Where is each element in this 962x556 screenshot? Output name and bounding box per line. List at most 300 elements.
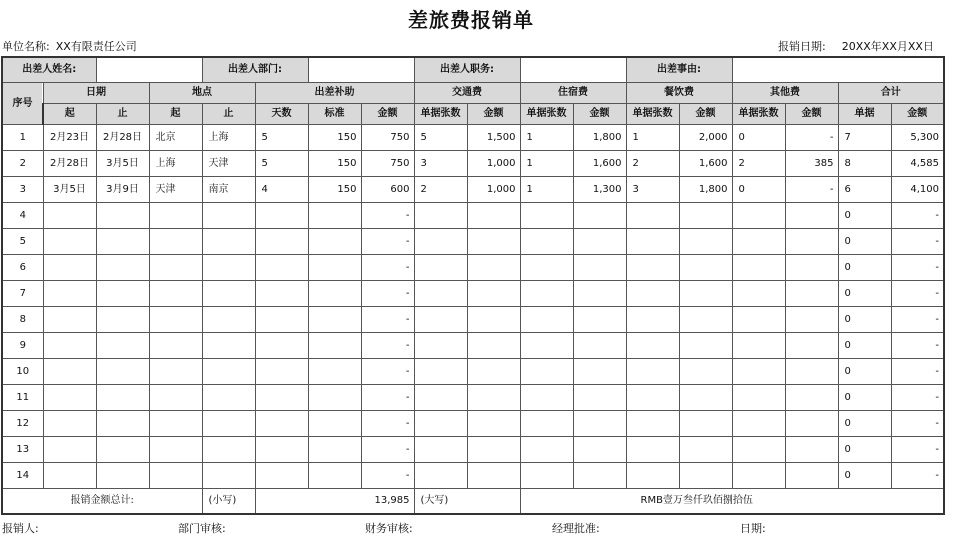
traveler-name-field[interactable] [96, 57, 202, 83]
cell-meals-count[interactable] [626, 203, 679, 229]
cell-transport-amount[interactable]: 1,500 [467, 125, 520, 151]
cell-meals-count[interactable] [626, 359, 679, 385]
cell-place-to[interactable]: 上海 [202, 125, 255, 151]
cell-allowance-amount: 750 [361, 125, 414, 151]
table-row [2, 359, 944, 385]
cell-date-from[interactable] [43, 281, 96, 307]
cell-transport-amount[interactable] [467, 281, 520, 307]
cell-allowance-amount: 750 [361, 151, 414, 177]
header-lodging-count: 单据张数 [520, 104, 573, 125]
cell-transport-count[interactable] [414, 359, 467, 385]
cell-other-amount[interactable] [785, 333, 838, 359]
cell-allowance-amount: - [361, 359, 414, 385]
cell-total-amount: - [891, 255, 944, 281]
cell-other-count[interactable] [732, 385, 785, 411]
trip-reason-label: 出差事由: [626, 57, 732, 83]
cell-lodging-count[interactable] [520, 255, 573, 281]
table-row [2, 151, 944, 177]
page-title: 差旅费报销单 [408, 8, 534, 32]
cell-allowance-amount: 600 [361, 177, 414, 203]
header-allowance: 出差补助 [255, 83, 414, 104]
cell-meals-amount[interactable] [679, 307, 732, 333]
cell-standard[interactable] [308, 229, 361, 255]
cell-lodging-count[interactable]: 1 [520, 177, 573, 203]
cell-total-count: 0 [838, 307, 891, 333]
cell-lodging-amount[interactable] [573, 359, 626, 385]
header-row-group [2, 83, 944, 104]
cell-seq: 5 [2, 229, 43, 255]
cell-place-from[interactable] [149, 281, 202, 307]
cell-other-count[interactable] [732, 411, 785, 437]
header-transport-amount: 金额 [467, 104, 520, 125]
cell-place-from[interactable] [149, 203, 202, 229]
cell-place-from[interactable] [149, 255, 202, 281]
cell-other-count[interactable] [732, 255, 785, 281]
cell-meals-count[interactable] [626, 411, 679, 437]
cell-transport-amount[interactable] [467, 333, 520, 359]
cell-transport-amount[interactable] [467, 385, 520, 411]
cell-other-amount[interactable] [785, 307, 838, 333]
cell-place-to[interactable] [202, 333, 255, 359]
cell-lodging-count[interactable] [520, 281, 573, 307]
cell-lodging-count[interactable] [520, 437, 573, 463]
cell-transport-count[interactable] [414, 385, 467, 411]
cell-days[interactable] [255, 463, 308, 489]
unit-name [2, 38, 137, 54]
cell-date-to[interactable] [96, 437, 149, 463]
cell-other-amount[interactable] [785, 359, 838, 385]
cell-days[interactable] [255, 437, 308, 463]
traveler-name-label: 出差人姓名: [2, 57, 96, 83]
cell-days[interactable] [255, 333, 308, 359]
cell-transport-count[interactable]: 3 [414, 151, 467, 177]
cell-date-from[interactable] [43, 307, 96, 333]
cell-lodging-amount[interactable] [573, 255, 626, 281]
header-lodging: 住宿费 [520, 83, 626, 104]
cell-lodging-amount[interactable] [573, 385, 626, 411]
header-total-count: 单据 [838, 104, 891, 125]
table-row [2, 463, 944, 489]
cell-meals-amount[interactable] [679, 463, 732, 489]
summary-big-label: (大写) [414, 489, 520, 515]
cell-transport-amount[interactable] [467, 359, 520, 385]
cell-other-amount[interactable] [785, 437, 838, 463]
cell-date-from[interactable] [43, 385, 96, 411]
cell-meals-amount[interactable]: 2,000 [679, 125, 732, 151]
table-row [2, 177, 944, 203]
cell-date-to[interactable] [96, 333, 149, 359]
cell-place-from[interactable]: 天津 [149, 177, 202, 203]
cell-total-amount: - [891, 307, 944, 333]
cell-date-from[interactable] [43, 229, 96, 255]
header-other-amount: 金额 [785, 104, 838, 125]
cell-place-to[interactable] [202, 437, 255, 463]
cell-lodging-count[interactable] [520, 359, 573, 385]
cell-place-to[interactable] [202, 203, 255, 229]
cell-place-to[interactable] [202, 307, 255, 333]
cell-meals-count[interactable]: 2 [626, 151, 679, 177]
cell-other-amount[interactable] [785, 281, 838, 307]
cell-place-from[interactable] [149, 359, 202, 385]
cell-lodging-amount[interactable] [573, 463, 626, 489]
table-row [2, 281, 944, 307]
cell-total-amount: - [891, 411, 944, 437]
cell-transport-count[interactable] [414, 437, 467, 463]
cell-date-to[interactable]: 3月5日 [96, 151, 149, 177]
summary-row [2, 489, 944, 515]
cell-standard[interactable]: 150 [308, 177, 361, 203]
cell-standard[interactable] [308, 255, 361, 281]
dept-review-label: 部门审核: [178, 522, 226, 535]
cell-transport-count[interactable] [414, 333, 467, 359]
summary-label: 报销金额总计: [2, 489, 202, 515]
cell-lodging-amount[interactable] [573, 333, 626, 359]
cell-other-count[interactable] [732, 359, 785, 385]
cell-meals-amount[interactable]: 1,800 [679, 177, 732, 203]
cell-allowance-amount: - [361, 385, 414, 411]
cell-lodging-count[interactable]: 1 [520, 125, 573, 151]
cell-other-amount[interactable] [785, 411, 838, 437]
cell-transport-count[interactable] [414, 307, 467, 333]
traveler-info-row [2, 57, 944, 83]
cell-lodging-amount[interactable] [573, 307, 626, 333]
traveler-position-field[interactable] [520, 57, 626, 83]
cell-lodging-amount[interactable] [573, 203, 626, 229]
cell-lodging-amount[interactable] [573, 437, 626, 463]
cell-transport-amount[interactable] [467, 437, 520, 463]
cell-meals-amount[interactable] [679, 359, 732, 385]
cell-standard[interactable]: 150 [308, 151, 361, 177]
cell-transport-amount[interactable] [467, 307, 520, 333]
trip-reason-field[interactable] [732, 57, 944, 83]
cell-date-to[interactable] [96, 255, 149, 281]
cell-transport-count[interactable] [414, 411, 467, 437]
cell-total-amount: - [891, 229, 944, 255]
cell-lodging-amount[interactable]: 1,600 [573, 151, 626, 177]
cell-meals-amount[interactable] [679, 385, 732, 411]
cell-meals-count[interactable] [626, 307, 679, 333]
cell-other-amount[interactable] [785, 255, 838, 281]
cell-date-to[interactable] [96, 463, 149, 489]
header-standard: 标准 [308, 104, 361, 125]
cell-days[interactable] [255, 203, 308, 229]
cell-allowance-amount: - [361, 463, 414, 489]
unit-value: XX有限责任公司 [55, 40, 137, 53]
cell-total-count: 0 [838, 229, 891, 255]
cell-lodging-amount[interactable] [573, 229, 626, 255]
cell-days[interactable] [255, 307, 308, 333]
cell-place-from[interactable] [149, 229, 202, 255]
cell-place-from[interactable] [149, 385, 202, 411]
summary-small-label: (小写) [202, 489, 255, 515]
cell-date-to[interactable] [96, 411, 149, 437]
cell-transport-count[interactable] [414, 463, 467, 489]
header-days: 天数 [255, 104, 308, 125]
cell-total-amount: - [891, 203, 944, 229]
cell-transport-count[interactable]: 5 [414, 125, 467, 151]
claimant-label: 报销人: [2, 522, 39, 535]
cell-lodging-amount[interactable]: 1,300 [573, 177, 626, 203]
summary-small-value: 13,985 [255, 489, 414, 515]
cell-date-from[interactable] [43, 463, 96, 489]
cell-total-count: 6 [838, 177, 891, 203]
cell-place-from[interactable] [149, 307, 202, 333]
footer-date-label: 日期: [740, 522, 766, 535]
cell-transport-count[interactable] [414, 281, 467, 307]
cell-days[interactable] [255, 359, 308, 385]
claim-date-value: 20XX年XX月XX日 [841, 40, 934, 53]
cell-meals-amount[interactable] [679, 229, 732, 255]
header-meals: 餐饮费 [626, 83, 732, 104]
cell-lodging-count[interactable] [520, 385, 573, 411]
claim-date [778, 38, 934, 54]
cell-meals-amount[interactable] [679, 437, 732, 463]
cell-standard[interactable]: 150 [308, 125, 361, 151]
cell-total-amount: - [891, 281, 944, 307]
cell-standard[interactable] [308, 333, 361, 359]
cell-meals-amount[interactable] [679, 281, 732, 307]
cell-total-count: 0 [838, 385, 891, 411]
cell-total-count: 0 [838, 203, 891, 229]
cell-allowance-amount: - [361, 333, 414, 359]
cell-total-count: 0 [838, 359, 891, 385]
cell-other-count[interactable]: 0 [732, 177, 785, 203]
cell-transport-count[interactable]: 2 [414, 177, 467, 203]
header-other-count: 单据张数 [732, 104, 785, 125]
cell-date-from[interactable] [43, 411, 96, 437]
table-row [2, 203, 944, 229]
cell-place-from[interactable] [149, 333, 202, 359]
cell-date-to[interactable] [96, 385, 149, 411]
cell-date-to[interactable]: 3月9日 [96, 177, 149, 203]
cell-lodging-count[interactable] [520, 333, 573, 359]
cell-days[interactable] [255, 385, 308, 411]
finance-review-label: 财务审核: [365, 522, 413, 535]
cell-meals-count[interactable] [626, 437, 679, 463]
header-place-to: 止 [202, 104, 255, 125]
cell-other-count[interactable] [732, 229, 785, 255]
cell-other-count[interactable] [732, 307, 785, 333]
cell-seq: 8 [2, 307, 43, 333]
cell-other-amount[interactable]: 385 [785, 151, 838, 177]
cell-allowance-amount: - [361, 203, 414, 229]
cell-other-amount[interactable] [785, 385, 838, 411]
cell-place-to[interactable] [202, 281, 255, 307]
cell-place-from[interactable] [149, 437, 202, 463]
cell-seq: 10 [2, 359, 43, 385]
cell-place-to[interactable] [202, 359, 255, 385]
cell-other-count[interactable] [732, 437, 785, 463]
cell-other-count[interactable] [732, 463, 785, 489]
cell-days[interactable] [255, 255, 308, 281]
cell-days[interactable] [255, 411, 308, 437]
cell-standard[interactable] [308, 203, 361, 229]
claim-date-label: 报销日期: [778, 40, 826, 53]
cell-seq: 1 [2, 125, 43, 151]
cell-standard[interactable] [308, 411, 361, 437]
cell-lodging-amount[interactable] [573, 411, 626, 437]
cell-place-to[interactable] [202, 255, 255, 281]
cell-transport-amount[interactable] [467, 203, 520, 229]
cell-transport-count[interactable] [414, 229, 467, 255]
cell-place-from[interactable]: 上海 [149, 151, 202, 177]
cell-total-count: 8 [838, 151, 891, 177]
cell-meals-count[interactable] [626, 333, 679, 359]
cell-other-amount[interactable] [785, 463, 838, 489]
cell-date-from[interactable]: 3月5日 [43, 177, 96, 203]
header-date-from: 起 [43, 104, 96, 125]
cell-place-from[interactable] [149, 463, 202, 489]
header-transport-count: 单据张数 [414, 104, 467, 125]
cell-place-to[interactable]: 天津 [202, 151, 255, 177]
cell-total-count: 7 [838, 125, 891, 151]
expense-form-table [1, 56, 945, 515]
cell-meals-amount[interactable] [679, 411, 732, 437]
cell-lodging-amount[interactable]: 1,800 [573, 125, 626, 151]
cell-allowance-amount: - [361, 255, 414, 281]
cell-meals-amount[interactable] [679, 203, 732, 229]
cell-meals-amount[interactable]: 1,600 [679, 151, 732, 177]
cell-lodging-count[interactable] [520, 463, 573, 489]
cell-standard[interactable] [308, 281, 361, 307]
cell-place-to[interactable] [202, 463, 255, 489]
signature-footer [0, 520, 962, 534]
cell-date-from[interactable]: 2月28日 [43, 151, 96, 177]
cell-allowance-amount: - [361, 229, 414, 255]
cell-total-count: 0 [838, 333, 891, 359]
cell-other-count[interactable] [732, 333, 785, 359]
table-row [2, 229, 944, 255]
cell-transport-amount[interactable] [467, 463, 520, 489]
cell-place-to[interactable] [202, 385, 255, 411]
cell-days[interactable]: 5 [255, 151, 308, 177]
cell-other-count[interactable]: 0 [732, 125, 785, 151]
cell-date-from[interactable] [43, 437, 96, 463]
cell-meals-count[interactable] [626, 281, 679, 307]
manager-approval-label: 经理批准: [552, 522, 600, 535]
cell-total-amount: - [891, 385, 944, 411]
cell-meals-count[interactable]: 1 [626, 125, 679, 151]
cell-transport-amount[interactable] [467, 411, 520, 437]
cell-place-from[interactable]: 北京 [149, 125, 202, 151]
header-row-sub [2, 104, 944, 125]
cell-allowance-amount: - [361, 281, 414, 307]
cell-meals-amount[interactable] [679, 333, 732, 359]
summary-big-value: RMB壹万叁仟玖佰捌拾伍 [520, 489, 944, 515]
cell-standard[interactable] [308, 437, 361, 463]
cell-days[interactable] [255, 229, 308, 255]
cell-transport-amount[interactable] [467, 255, 520, 281]
cell-seq: 2 [2, 151, 43, 177]
cell-other-count[interactable] [732, 281, 785, 307]
cell-transport-amount[interactable] [467, 229, 520, 255]
cell-other-count[interactable]: 2 [732, 151, 785, 177]
cell-transport-amount[interactable]: 1,000 [467, 177, 520, 203]
cell-place-to[interactable]: 南京 [202, 177, 255, 203]
cell-seq: 13 [2, 437, 43, 463]
cell-standard[interactable] [308, 307, 361, 333]
cell-meals-count[interactable] [626, 463, 679, 489]
cell-meals-count[interactable] [626, 229, 679, 255]
cell-date-to[interactable] [96, 281, 149, 307]
cell-date-to[interactable] [96, 229, 149, 255]
table-row [2, 125, 944, 151]
header-seq: 序号 [2, 83, 43, 125]
cell-lodging-count[interactable] [520, 229, 573, 255]
cell-allowance-amount: - [361, 307, 414, 333]
cell-transport-count[interactable] [414, 255, 467, 281]
header-date: 日期 [43, 83, 149, 104]
cell-meals-count[interactable]: 3 [626, 177, 679, 203]
cell-transport-amount[interactable]: 1,000 [467, 151, 520, 177]
cell-place-to[interactable] [202, 411, 255, 437]
cell-meals-count[interactable] [626, 385, 679, 411]
traveler-position-label: 出差人职务: [414, 57, 520, 83]
traveler-dept-label: 出差人部门: [202, 57, 308, 83]
cell-seq: 9 [2, 333, 43, 359]
cell-lodging-count[interactable] [520, 411, 573, 437]
header-total-amount: 金额 [891, 104, 944, 125]
cell-transport-count[interactable] [414, 203, 467, 229]
cell-place-to[interactable] [202, 229, 255, 255]
cell-total-amount: - [891, 437, 944, 463]
cell-lodging-count[interactable] [520, 307, 573, 333]
cell-total-count: 0 [838, 255, 891, 281]
cell-date-from[interactable] [43, 255, 96, 281]
cell-standard[interactable] [308, 463, 361, 489]
header-transport: 交通费 [414, 83, 520, 104]
cell-other-amount[interactable]: - [785, 177, 838, 203]
cell-date-from[interactable] [43, 203, 96, 229]
cell-total-count: 0 [838, 281, 891, 307]
cell-total-count: 0 [838, 463, 891, 489]
cell-other-amount[interactable] [785, 203, 838, 229]
cell-other-amount[interactable]: - [785, 125, 838, 151]
cell-other-count[interactable] [732, 203, 785, 229]
cell-date-to[interactable] [96, 203, 149, 229]
cell-lodging-amount[interactable] [573, 281, 626, 307]
traveler-dept-field[interactable] [308, 57, 414, 83]
table-row [2, 437, 944, 463]
cell-standard[interactable] [308, 385, 361, 411]
cell-lodging-count[interactable] [520, 203, 573, 229]
header-lodging-amount: 金额 [573, 104, 626, 125]
unit-label: 单位名称: [2, 40, 50, 53]
cell-date-to[interactable]: 2月28日 [96, 125, 149, 151]
cell-date-from[interactable] [43, 333, 96, 359]
cell-meals-amount[interactable] [679, 255, 732, 281]
table-row [2, 411, 944, 437]
cell-days[interactable]: 5 [255, 125, 308, 151]
cell-seq: 11 [2, 385, 43, 411]
header-place: 地点 [149, 83, 255, 104]
cell-date-from[interactable] [43, 359, 96, 385]
cell-date-to[interactable] [96, 307, 149, 333]
cell-days[interactable]: 4 [255, 177, 308, 203]
header-place-from: 起 [149, 104, 202, 125]
cell-seq: 6 [2, 255, 43, 281]
cell-other-amount[interactable] [785, 229, 838, 255]
cell-meals-count[interactable] [626, 255, 679, 281]
cell-place-from[interactable] [149, 411, 202, 437]
cell-date-to[interactable] [96, 359, 149, 385]
cell-total-amount: 5,300 [891, 125, 944, 151]
cell-date-from[interactable]: 2月23日 [43, 125, 96, 151]
table-row [2, 255, 944, 281]
cell-lodging-count[interactable]: 1 [520, 151, 573, 177]
cell-days[interactable] [255, 281, 308, 307]
cell-standard[interactable] [308, 359, 361, 385]
